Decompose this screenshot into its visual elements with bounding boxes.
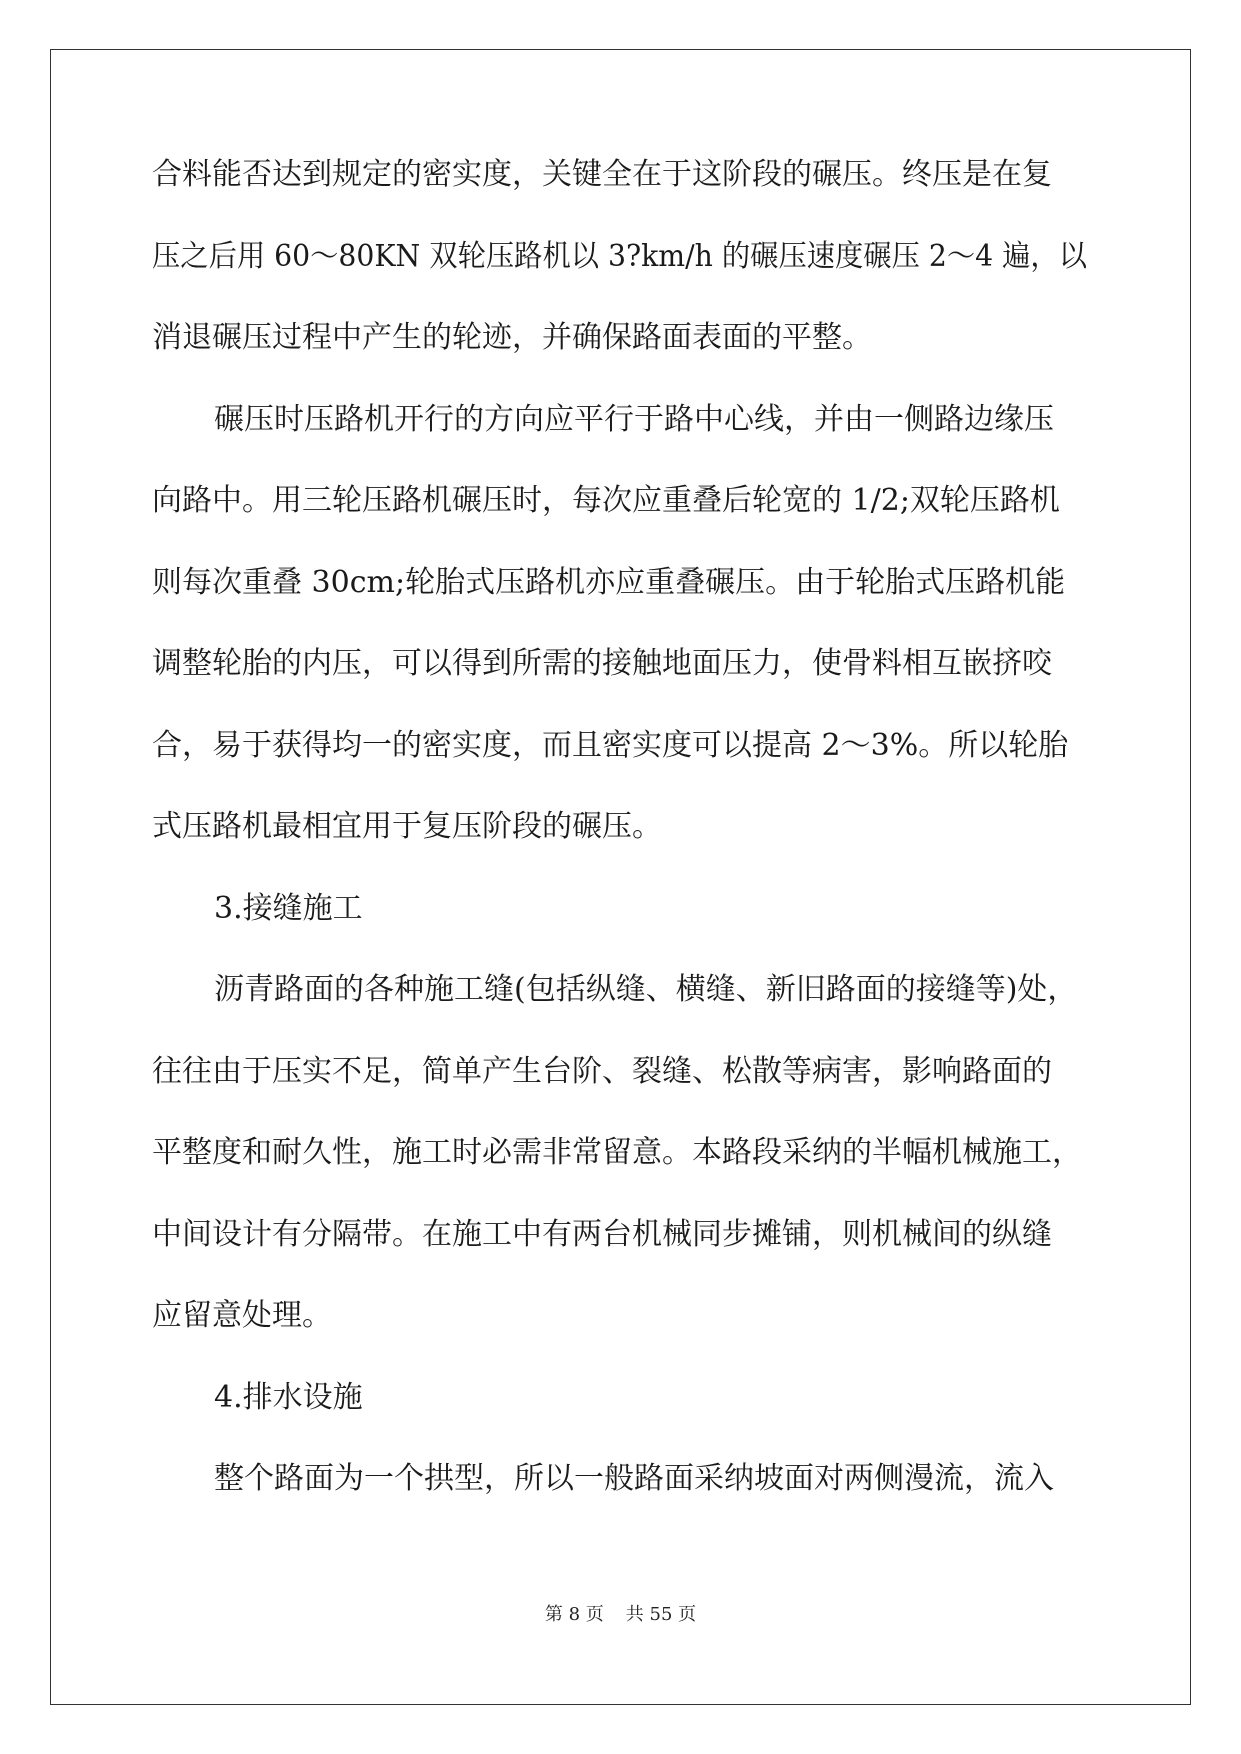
text-line: [152, 238, 1088, 324]
section-heading: [152, 890, 1087, 976]
text-line: [152, 1298, 1087, 1383]
text-line: [152, 564, 1087, 650]
text-line: [152, 157, 1087, 242]
line-text: 合料能否达到规定的密实度，关键全在于这阶段的碾压。终压是在复: [152, 157, 1052, 192]
line-text: 平整度和耐久性，施工时必需非常留意。本路段采纳的半幅机械施工，: [152, 1135, 1082, 1170]
heading-text: 3.接缝施工: [214, 890, 363, 926]
text-line: [152, 809, 1087, 894]
line-text: 向路中。用三轮压路机碾压时，每次应重叠后轮宽的 1/2;双轮压路机: [152, 483, 1060, 518]
line-text: 往往由于压实不足，简单产生台阶、裂缝、松散等病害，影响路面的: [152, 1053, 1052, 1089]
line-text: 则每次重叠 30cm;轮胎式压路机亦应重叠碾压。由于轮胎式压路机能: [152, 564, 1066, 600]
line-text: 整个路面为一个拱型，所以一般路面采纳坡面对两侧漫流，流入: [214, 1461, 1054, 1496]
line-text: 压之后用 60～80KN 双轮压路机以 3?km/h 的碾压速度碾压 2～4 遍，以: [152, 238, 1088, 274]
text-line: [152, 483, 1087, 568]
line-text: 合，易于获得均一的密实度，而且密实度可以提高 2～3%。所以轮胎: [152, 727, 1069, 763]
text-line: [152, 727, 1087, 813]
page-footer: [0, 1600, 1241, 1626]
text-line: [152, 1216, 1087, 1302]
text-line: [152, 1135, 1087, 1220]
section-heading: [152, 1379, 1087, 1465]
paragraph-start-line: [152, 972, 1087, 1057]
line-text: 中间设计有分隔带。在施工中有两台机械同步摊铺，则机械间的纵缝: [152, 1216, 1052, 1252]
line-text: 式压路机最相宜用于复压阶段的碾压。: [152, 809, 662, 844]
line-text: 应留意处理。: [152, 1298, 332, 1333]
text-line: [152, 320, 1087, 405]
line-text: 碾压时压路机开行的方向应平行于路中心线，并由一侧路边缘压: [214, 401, 1054, 437]
line-text: 沥青路面的各种施工缝(包括纵缝、横缝、新旧路面的接缝等)处，: [214, 972, 1078, 1007]
heading-text: 4.排水设施: [214, 1379, 363, 1415]
document-body: [152, 157, 1088, 1546]
paragraph-start-line: [152, 1461, 1087, 1546]
line-text: 消退碾压过程中产生的轮迹，并确保路面表面的平整。: [152, 320, 872, 355]
page-number: 第 8 页: [544, 1604, 604, 1625]
paragraph-start-line: [152, 401, 1087, 487]
text-line: [152, 1053, 1087, 1139]
total-pages: 共 55 页: [625, 1604, 697, 1625]
text-line: [152, 646, 1087, 731]
line-text: 调整轮胎的内压，可以得到所需的接触地面压力，使骨料相互嵌挤咬: [152, 646, 1052, 681]
